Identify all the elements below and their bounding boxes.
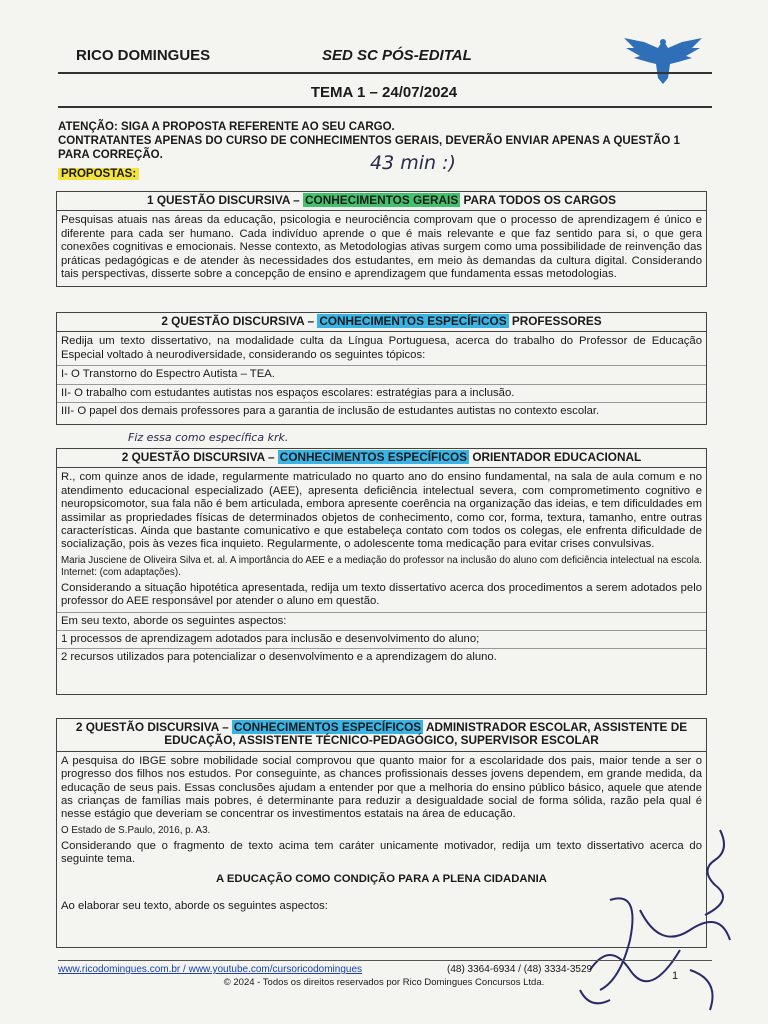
- question-2-orientador-box: [56, 448, 707, 695]
- question-2-orientador-text: R., com quinze anos de idade, regularmente matriculado no quarto ano do ensino fundamental, na sala de aula comum e no atendimento educacional especializado (AEE), apresenta deficiência intelectual severa, com comprometimento cognitivo e neuropsicomotor, sua fala não é bem articulada, embora apresente coerência na organização das ideias, e tem dificuldades em assimilar as propriedades físicas de determinados objetos de conhecimento, como cor, forma, textura, tamanho, entre outras características. Ainda que bastante comunicativo e que estabeleça contato com todos os colegas, ele enfrenta dificuldade de socialização, pois às vezes fica inquieto. Regularmente, o adolescente toma medicação para evitar crises convulsivas.: [61, 471, 702, 551]
- header-rule: [58, 72, 712, 74]
- page-number: 1: [672, 970, 679, 982]
- question-2-orientador-highlight: CONHECIMENTOS ESPECÍFICOS: [279, 450, 468, 464]
- footer-links[interactable]: www.ricodomingues.com.br / www.youtube.com/cursoricodomingues: [58, 964, 363, 975]
- question-1-box: [56, 191, 707, 287]
- topic-item: II- O trabalho com estudantes autistas nos espaços escolares: estratégias para a inclusão.: [57, 384, 706, 402]
- footer-rule: [58, 960, 712, 961]
- author-name: RICO DOMINGUES: [76, 47, 211, 64]
- question-1-title: 1 QUESTÃO DISCURSIVA – CONHECIMENTOS GERAIS PARA TODOS OS CARGOS: [57, 192, 706, 211]
- question-2-administrador-text: A pesquisa do IBGE sobre mobilidade social comprovou que quanto maior for a escolaridade dos pais, maior tende a ser o progresso dos filhos nos estudos. Por conseguinte, as chances profissionais desses jovens dependem, em grande medida, da educação de seus pais. Essas conclusões ajudam a entender por que a melhoria do ensino público básico, aquele que atende as crianças de famílias mais pobres, é determinante para reduzir a desigualdade social de forma sólida, razão pela qual é nesse estágio que deveriam se concentrar os investimentos estatais na área de educação.: [61, 754, 702, 821]
- question-2-professores-title: 2 QUESTÃO DISCURSIVA – CONHECIMENTOS ESPECÍFICOS PROFESSORES: [57, 313, 706, 332]
- aspect-item: 1 processos de aprendizagem adotados para inclusão e desenvolvimento do aluno;: [57, 630, 706, 648]
- attention-line-2: CONTRATANTES APENAS DO CURSO DE CONHECIMENTOS GERAIS, DEVERÃO ENVIAR APENAS A QUESTÃO 1 PARA CORREÇÃO.: [58, 135, 680, 161]
- question-2-administrador-command: Considerando que o fragmento de texto acima tem caráter unicamente motivador, redija um texto dissertativo acerca do seguinte tema.: [61, 839, 702, 866]
- question-2-professores-intro: Redija um texto dissertativo, na modalidade culta da Língua Portuguesa, acerca do trabalho do Professor de Educação Especial voltado à neurodiversidade, considerando os seguintes tópicos:: [61, 335, 702, 361]
- aspect-item: 2 recursos utilizados para potencializar o desenvolvimento e a aprendizagem do aluno.: [57, 648, 706, 666]
- aspects-intro: Ao elaborar seu texto, aborde os seguintes aspectos:: [61, 900, 328, 913]
- question-2-orientador-command: Considerando a situação hipotética apresentada, redija um texto dissertativo acerca dos procedimentos a serem adotados pelo professor do AEE responsável por atender o aluno em questão.: [61, 581, 702, 608]
- question-2-administrador-highlight: CONHECIMENTOS ESPECÍFICOS: [233, 720, 422, 734]
- question-2-professores-box: [56, 312, 707, 425]
- question-1-text: Pesquisas atuais nas áreas da educação, psicologia e neurociência comprovam que o processo de aprendizagem é único e diferente para cada ser humano. Cada indivíduo aprende o que é mais relevante e que faz sentido para si, o que gera conexões cognitivas e emocionais. Nesse contexto, as Metodologias ativas surgem como uma possibilidade de reinvenção das práticas pedagógicas e de atender às necessidades dos estudantes, em meio às demandas da cultura digital. Considerando tais perspectivas, disserte sobre a concepção de ensino e aprendizagem que fundamenta essas metodologias.: [61, 214, 702, 281]
- question-2-professores-highlight: CONHECIMENTOS ESPECÍFICOS: [319, 314, 507, 328]
- topic-item: I- O Transtorno do Espectro Autista – TEA.: [57, 365, 706, 383]
- footer-copyright: © 2024 - Todos os direitos reservados por Rico Domingues Concursos Ltda.: [223, 977, 545, 988]
- footer-phone: (48) 3364-6934 / (48) 3334-3529: [447, 964, 593, 975]
- propostas-label: PROPOSTAS:: [58, 168, 139, 180]
- question-2-orientador-title: 2 QUESTÃO DISCURSIVA – CONHECIMENTOS ESPECÍFICOS ORIENTADOR EDUCACIONAL: [57, 449, 706, 468]
- question-2-orientador-source: Maria Jusciene de Oliveira Silva et. al. A importância do AEE e a mediação do professor na inclusão do aluno com deficiência intelectual na escola. Internet: (com adaptações).: [61, 554, 702, 578]
- aspects-intro: Em seu texto, aborde os seguintes aspectos:: [57, 612, 706, 630]
- question-2-administrador-source: O Estado de S.Paulo, 2016, p. A3.: [61, 824, 211, 836]
- topic-item: III- O papel dos demais professores para a garantia de inclusão de estudantes autistas no contexto escolar.: [57, 402, 706, 420]
- tema-title: TEMA 1 – 24/07/2024: [310, 84, 458, 101]
- course-name: SED SC PÓS-EDITAL: [322, 47, 472, 64]
- handwritten-time-note: 43 min :): [370, 152, 456, 174]
- tema-rule: [58, 106, 712, 108]
- question-2-administrador-title: 2 QUESTÃO DISCURSIVA – CONHECIMENTOS ESPECÍFICOS ADMINISTRADOR ESCOLAR, ASSISTENTE DE EDUCAÇÃO, ASSISTENTE TÉCNICO-PEDAGÓGICO, SUPERVISOR ESCOLAR: [57, 719, 706, 752]
- essay-theme: A EDUCAÇÃO COMO CONDIÇÃO PARA A PLENA CIDADANIA: [216, 872, 547, 885]
- handwritten-signature: [570, 820, 760, 1020]
- attention-line-1: ATENÇÃO: SIGA A PROPOSTA REFERENTE AO SEU CARGO.: [58, 121, 395, 133]
- handwritten-margin-note: Fiz essa como específica krk.: [128, 431, 289, 444]
- question-1-highlight: CONHECIMENTOS GERAIS: [305, 193, 459, 207]
- eagle-logo-icon: [622, 34, 704, 86]
